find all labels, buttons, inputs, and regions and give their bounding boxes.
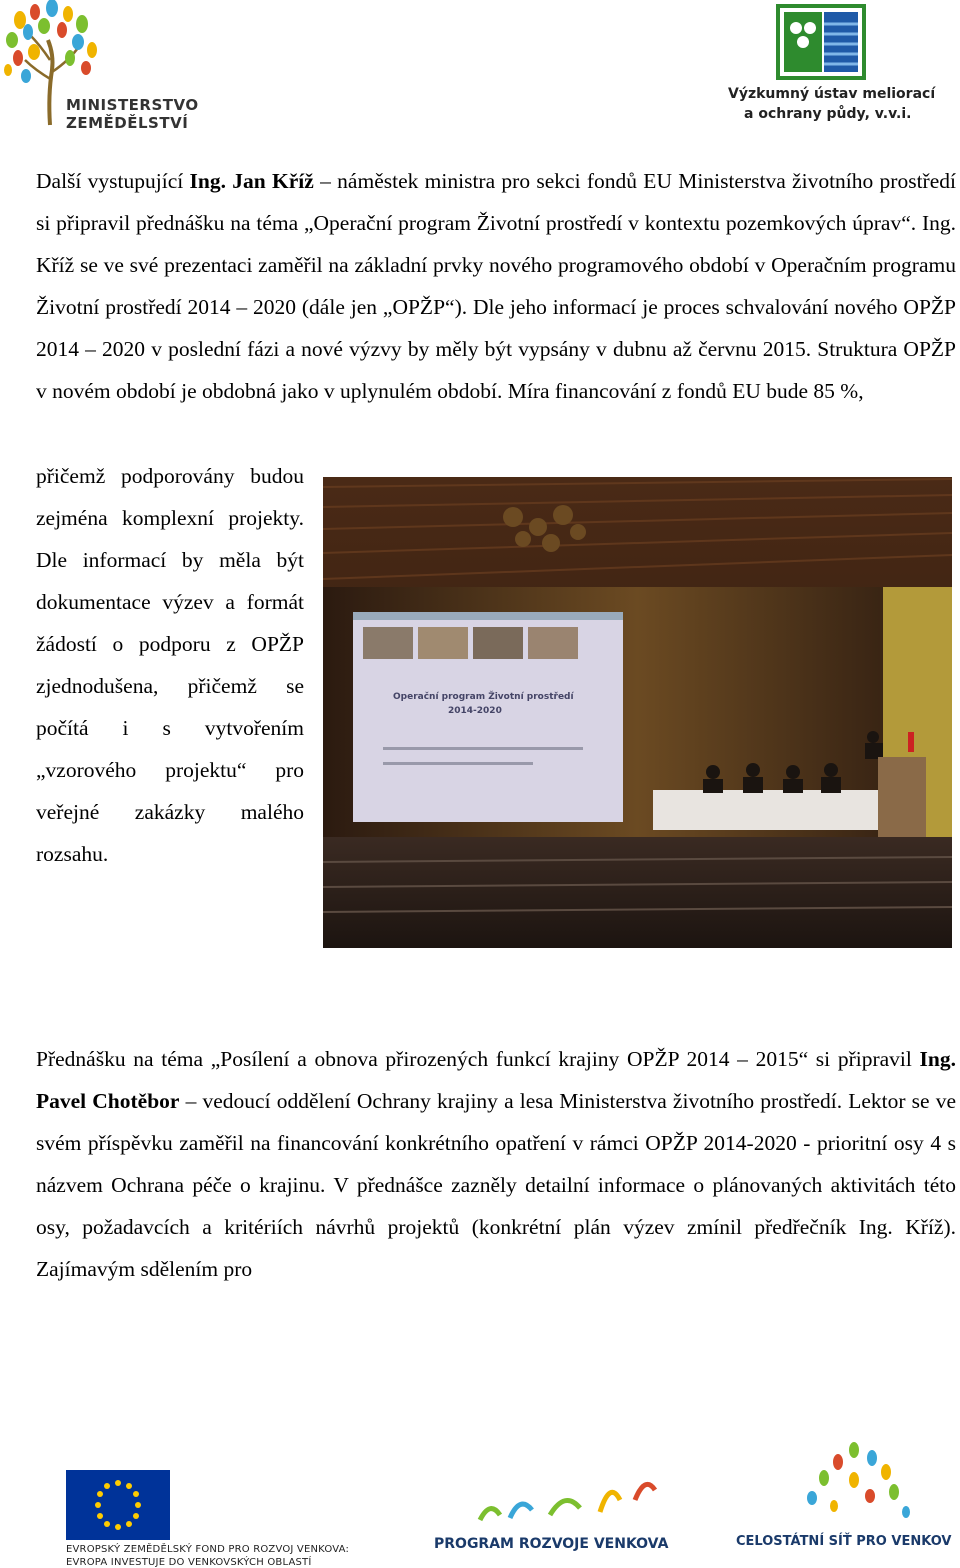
paragraph-2-text-a: Přednášku na téma „Posílení a obnova přirozených funkcí krajiny OPŽP 2014 – 2015“ si připravil <box>36 1047 920 1071</box>
paragraph-2-text-b: – vedoucí oddělení Ochrany krajiny a lesa Ministerstva životního prostředí. Lektor se ve svém příspěvku zaměřil na financování konkrétního opatření v rámci OPŽP 2014-2020 - prioritní osy 4 s názvem Ochrana péče o krajinu. V přednášce zazněly detailní informace o plánovaných aktivitách této osy, požadavcích a kritériích návrhů projektů (konkrétní plán výzev zmínil předřečník Ing. Kříž). Zajímavým sdělením pro <box>36 1089 956 1281</box>
prv-leaves-icon <box>470 1470 670 1530</box>
vumop-logo-line2: a ochrany půdy, v.v.i. <box>744 106 912 122</box>
prv-text: PROGRAM ROZVOJE VENKOVA <box>434 1536 669 1552</box>
ministry-logo-text: MINISTERSTVO ZEMĚDĚLSTVÍ <box>66 96 199 132</box>
paragraph-1 <box>36 160 956 454</box>
csv-text: CELOSTÁTNÍ SÍŤ PRO VENKOV <box>736 1534 952 1549</box>
paragraph-2 <box>36 1038 956 1290</box>
footer-eu-logo <box>62 1468 382 1568</box>
eu-flag-icon <box>66 1470 170 1540</box>
paragraph-1-side: přičemž podporovány budou zejména komplexní projekty. Dle informací by měla být dokumentace výzev a formát žádostí o podporu z OPŽP zjednodušena, přičemž se počítá i s vytvořením „vzorového projektu“ pro veřejné zakázky malého rozsahu. <box>36 464 304 866</box>
footer-csv-logo <box>734 1440 960 1560</box>
ministry-logo <box>0 0 300 130</box>
slide-title-line2: 2014-2020 <box>448 706 502 716</box>
vumop-logo <box>722 0 960 130</box>
paragraph-1-text-a: Další vystupující <box>36 169 190 193</box>
vumop-emblem-icon <box>776 4 866 84</box>
conference-photo <box>323 477 952 948</box>
vumop-logo-line1: Výzkumný ústav meliorací <box>728 86 936 102</box>
footer-prv-logo <box>430 1470 680 1560</box>
paragraph-1-text-b: – náměstek ministra pro sekci fondů EU Ministerstva životního prostředí si připravil přednášku na téma „Operační program Životní prostředí v kontextu pozemkových úprav“. Ing. Kříž se ve své prezentaci zaměřil na základní prvky nového programového období v Operačním programu Životní prostředí 2014 – 2020 (dále jen „OPŽP“). Dle jeho informací je proces schvalování nového OPŽP 2014 – 2020 v poslední fázi a nové výzvy by měly být vypsány v dubnu až červnu 2015. Struktura OPŽP v novém období je obdobná jako v uplynulém období. Míra financování z fondů EU bude 85 %, <box>36 169 956 403</box>
eu-text-line1: EVROPSKÝ ZEMĚDĚLSKÝ FOND PRO ROZVOJ VENKOVA: <box>66 1544 350 1555</box>
eu-text-line2: EVROPA INVESTUJE DO VENKOVSKÝCH OBLASTÍ <box>66 1557 312 1568</box>
slide-title-line1: Operační program Životní prostředí <box>393 692 574 702</box>
speaker-name-chotebor: Ing. Pavel Chotěbor <box>36 1047 956 1113</box>
speaker-name-kriz: Ing. Jan Kříž <box>189 169 314 193</box>
csv-leaves-icon <box>794 1440 924 1530</box>
